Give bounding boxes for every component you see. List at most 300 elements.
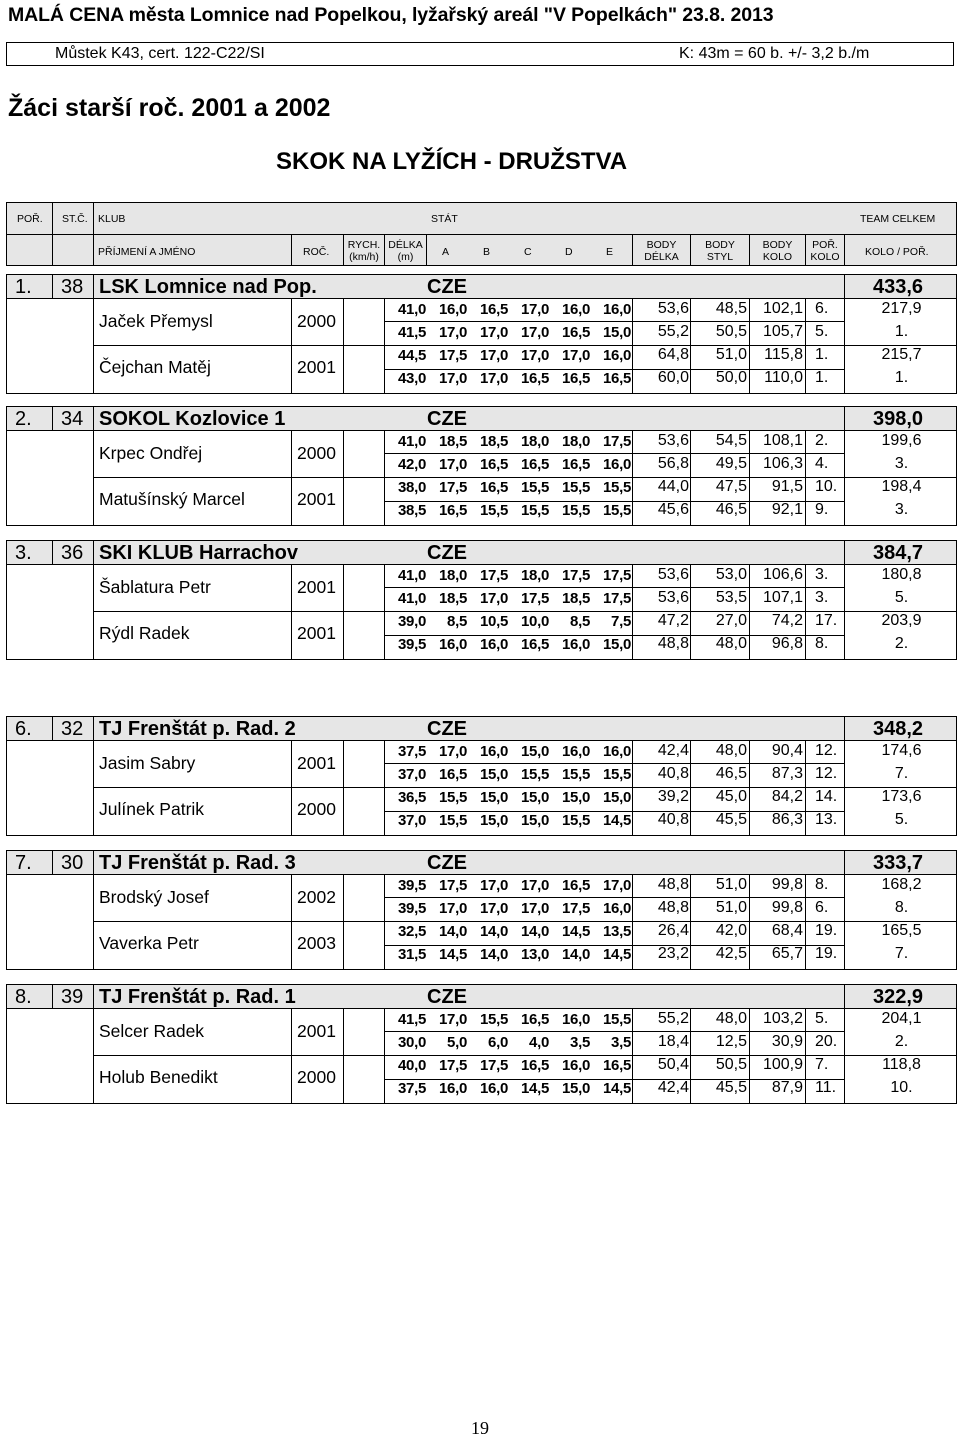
grid-line bbox=[343, 741, 344, 835]
points-round: 108,1 bbox=[762, 432, 803, 449]
judge-score-b: 14,0 bbox=[480, 923, 508, 940]
athlete-birth-year: 2000 bbox=[297, 311, 336, 331]
points-style: 46,5 bbox=[715, 501, 747, 518]
team-header-divider bbox=[844, 985, 845, 1008]
points-round: 105,7 bbox=[762, 323, 803, 340]
athlete-total-rank: 3. bbox=[894, 501, 909, 518]
jump-length: 37,5 bbox=[398, 1080, 426, 1097]
judge-score-b: 17,0 bbox=[480, 347, 508, 364]
grid-line bbox=[93, 741, 94, 835]
team-start-number: 36 bbox=[61, 542, 84, 564]
col-rank: POŘ. bbox=[17, 213, 43, 225]
judge-score-d: 16,0 bbox=[562, 1057, 590, 1074]
points-style: 50,5 bbox=[715, 1056, 747, 1073]
jump-divider bbox=[384, 763, 844, 764]
athlete-name: Vaverka Petr bbox=[99, 933, 199, 953]
round-rank: 8. bbox=[815, 635, 829, 652]
team-block bbox=[6, 540, 957, 664]
judge-score-a: 15,5 bbox=[439, 812, 467, 829]
judge-score-b: 16,5 bbox=[480, 301, 508, 318]
judge-score-d: 15,0 bbox=[562, 1080, 590, 1097]
athlete-birth-year: 2000 bbox=[297, 1067, 336, 1087]
judge-score-b: 14,0 bbox=[480, 946, 508, 963]
judge-score-b: 17,0 bbox=[480, 370, 508, 387]
team-header-divider bbox=[52, 985, 53, 1008]
team-total: 384,7 bbox=[873, 542, 924, 564]
judge-score-d: 15,5 bbox=[562, 502, 590, 519]
team-rank: 2. bbox=[15, 408, 32, 430]
judge-score-c: 17,0 bbox=[521, 347, 549, 364]
col-judge-a: A bbox=[442, 246, 450, 258]
judge-score-e: 15,5 bbox=[603, 1011, 631, 1028]
judge-score-c: 17,0 bbox=[521, 877, 549, 894]
points-round: 102,1 bbox=[762, 300, 803, 317]
judge-score-b: 17,5 bbox=[480, 567, 508, 584]
athlete-total-rank: 7. bbox=[894, 945, 909, 962]
judge-score-c: 15,0 bbox=[521, 812, 549, 829]
judge-score-b: 16,0 bbox=[480, 743, 508, 760]
team-club-name: SOKOL Kozlovice 1 bbox=[99, 408, 286, 430]
grid-line bbox=[343, 565, 344, 659]
grid-line bbox=[343, 431, 344, 525]
team-country: CZE bbox=[427, 276, 467, 298]
jump-length: 38,0 bbox=[398, 479, 426, 496]
team-header-divider bbox=[52, 541, 53, 564]
judge-score-e: 15,0 bbox=[603, 324, 631, 341]
header-divider bbox=[7, 234, 956, 235]
points-style: 48,0 bbox=[715, 635, 747, 652]
team-country: CZE bbox=[427, 986, 467, 1008]
judge-score-a: 17,0 bbox=[439, 456, 467, 473]
points-length: 45,6 bbox=[657, 501, 689, 518]
team-rank: 1. bbox=[15, 276, 32, 298]
athlete-birth-year: 2001 bbox=[297, 489, 336, 509]
team-header-row bbox=[6, 984, 957, 1009]
points-round: 87,9 bbox=[771, 1079, 803, 1096]
col-team-total: TEAM CELKEM bbox=[860, 213, 936, 225]
round-rank: 13. bbox=[815, 811, 838, 828]
judge-score-e: 14,5 bbox=[603, 812, 631, 829]
col-judge-b: B bbox=[483, 246, 491, 258]
athlete-total-points: 198,4 bbox=[881, 478, 922, 495]
points-style: 45,0 bbox=[715, 788, 747, 805]
judge-score-b: 15,5 bbox=[480, 1011, 508, 1028]
grid-line bbox=[291, 565, 292, 659]
points-round: 92,1 bbox=[771, 501, 803, 518]
points-round: 106,3 bbox=[762, 455, 803, 472]
round-rank: 4. bbox=[815, 455, 829, 472]
judge-score-d: 16,5 bbox=[562, 324, 590, 341]
round-rank: 8. bbox=[815, 876, 829, 893]
athlete-total-points: 217,9 bbox=[881, 300, 922, 317]
page-number: 19 bbox=[471, 1418, 489, 1438]
athlete-total-rank: 1. bbox=[894, 369, 909, 386]
round-rank: 5. bbox=[815, 323, 829, 340]
judge-score-c: 15,0 bbox=[521, 789, 549, 806]
team-block bbox=[6, 984, 957, 1108]
points-length: 40,8 bbox=[657, 811, 689, 828]
judge-score-e: 16,0 bbox=[603, 347, 631, 364]
points-length: 50,4 bbox=[657, 1056, 689, 1073]
col-points-style: BODY STYL bbox=[705, 239, 735, 263]
judge-score-c: 15,5 bbox=[521, 479, 549, 496]
jump-length: 41,5 bbox=[398, 324, 426, 341]
points-style: 51,0 bbox=[715, 876, 747, 893]
judge-score-c: 17,0 bbox=[521, 900, 549, 917]
judge-score-d: 14,0 bbox=[562, 946, 590, 963]
athlete-name: Selcer Radek bbox=[99, 1021, 205, 1041]
athlete-total-points: 203,9 bbox=[881, 612, 922, 629]
judge-score-d: 17,5 bbox=[562, 900, 590, 917]
judge-score-a: 14,0 bbox=[439, 923, 467, 940]
judge-score-c: 14,0 bbox=[521, 923, 549, 940]
judge-score-d: 16,0 bbox=[562, 636, 590, 653]
points-length: 56,8 bbox=[657, 455, 689, 472]
judge-score-b: 16,5 bbox=[480, 479, 508, 496]
points-style: 46,5 bbox=[715, 765, 747, 782]
judge-score-b: 15,0 bbox=[480, 766, 508, 783]
team-club-name: TJ Frenštát p. Rad. 1 bbox=[99, 986, 296, 1008]
judge-score-c: 18,0 bbox=[521, 433, 549, 450]
points-round: 30,9 bbox=[771, 1033, 803, 1050]
team-athletes bbox=[6, 431, 957, 526]
athlete-total-points: 180,8 bbox=[881, 566, 922, 583]
judge-score-c: 16,5 bbox=[521, 1057, 549, 1074]
grid-line bbox=[93, 1009, 94, 1103]
athlete-total-points: 204,1 bbox=[881, 1010, 922, 1027]
jump-divider bbox=[384, 897, 844, 898]
col-country: STÁT bbox=[431, 213, 458, 225]
points-style: 12,5 bbox=[715, 1033, 747, 1050]
athlete-total-rank: 3. bbox=[894, 455, 909, 472]
points-style: 50,5 bbox=[715, 323, 747, 340]
judge-score-d: 15,5 bbox=[562, 766, 590, 783]
team-header-divider bbox=[844, 717, 845, 740]
judge-score-a: 16,0 bbox=[439, 1080, 467, 1097]
jump-length: 36,5 bbox=[398, 789, 426, 806]
judge-score-b: 16,0 bbox=[480, 1080, 508, 1097]
grid-line bbox=[343, 875, 344, 969]
col-points-length: BODY DÉLKA bbox=[644, 239, 679, 263]
team-block bbox=[6, 716, 957, 840]
judge-score-b: 17,0 bbox=[480, 900, 508, 917]
judge-score-a: 17,0 bbox=[439, 900, 467, 917]
round-rank: 19. bbox=[815, 922, 838, 939]
round-rank: 17. bbox=[815, 612, 838, 629]
judge-score-a: 14,5 bbox=[439, 946, 467, 963]
team-block bbox=[6, 274, 957, 398]
team-total: 398,0 bbox=[873, 408, 924, 430]
points-round: 74,2 bbox=[771, 612, 803, 629]
judge-score-c: 13,0 bbox=[521, 946, 549, 963]
judge-score-e: 15,0 bbox=[603, 636, 631, 653]
athlete-total-rank: 5. bbox=[894, 811, 909, 828]
grid-line bbox=[805, 875, 806, 969]
round-rank: 5. bbox=[815, 1010, 829, 1027]
judge-score-b: 16,5 bbox=[480, 456, 508, 473]
athlete-total-points: 118,8 bbox=[882, 1056, 921, 1073]
points-round: 99,8 bbox=[771, 899, 803, 916]
points-style: 51,0 bbox=[715, 346, 747, 363]
points-length: 47,2 bbox=[657, 612, 689, 629]
judge-score-a: 16,0 bbox=[439, 301, 467, 318]
athlete-name: Čejchan Matěj bbox=[99, 357, 211, 377]
jump-length: 39,5 bbox=[398, 636, 426, 653]
points-style: 48,0 bbox=[715, 742, 747, 759]
team-header-divider bbox=[844, 851, 845, 874]
points-style: 54,5 bbox=[715, 432, 747, 449]
jump-length: 31,5 bbox=[398, 946, 426, 963]
points-style: 48,0 bbox=[715, 1010, 747, 1027]
points-style: 53,5 bbox=[715, 589, 747, 606]
team-club-name: TJ Frenštát p. Rad. 2 bbox=[99, 718, 296, 740]
judge-score-a: 18,5 bbox=[439, 433, 467, 450]
team-header-divider bbox=[93, 717, 94, 740]
points-length: 44,0 bbox=[657, 478, 689, 495]
jump-length: 41,0 bbox=[398, 590, 426, 607]
jump-length: 42,0 bbox=[398, 456, 426, 473]
grid-line bbox=[291, 1009, 292, 1103]
judge-score-e: 13,5 bbox=[603, 923, 631, 940]
round-rank: 1. bbox=[815, 346, 829, 363]
judge-score-a: 16,5 bbox=[439, 502, 467, 519]
round-rank: 6. bbox=[815, 300, 829, 317]
judge-score-c: 15,0 bbox=[521, 743, 549, 760]
round-rank: 7. bbox=[815, 1056, 829, 1073]
team-header-divider bbox=[93, 275, 94, 298]
jump-length: 41,0 bbox=[398, 433, 426, 450]
points-style: 49,5 bbox=[715, 455, 747, 472]
team-start-number: 38 bbox=[61, 276, 84, 298]
round-rank: 12. bbox=[815, 765, 838, 782]
team-rank: 3. bbox=[15, 542, 32, 564]
judge-score-d: 16,5 bbox=[562, 877, 590, 894]
grid-line bbox=[291, 875, 292, 969]
judge-score-c: 4,0 bbox=[529, 1034, 549, 1051]
points-style: 50,0 bbox=[715, 369, 747, 386]
judge-score-e: 3,5 bbox=[611, 1034, 631, 1051]
team-rank: 8. bbox=[15, 986, 32, 1008]
jump-length: 32,5 bbox=[398, 923, 426, 940]
team-rank: 7. bbox=[15, 852, 32, 874]
grid-line bbox=[291, 741, 292, 835]
jump-length: 43,0 bbox=[398, 370, 426, 387]
judge-score-e: 17,0 bbox=[603, 877, 631, 894]
judge-score-e: 14,5 bbox=[603, 946, 631, 963]
points-round: 86,3 bbox=[771, 811, 803, 828]
judge-score-b: 6,0 bbox=[488, 1034, 508, 1051]
jump-length: 39,5 bbox=[398, 877, 426, 894]
points-length: 48,8 bbox=[657, 876, 689, 893]
judge-score-d: 17,0 bbox=[562, 347, 590, 364]
judge-score-c: 16,5 bbox=[521, 1011, 549, 1028]
col-club: KLUB bbox=[98, 213, 126, 225]
team-header-divider bbox=[52, 851, 53, 874]
athlete-total-rank: 2. bbox=[894, 635, 909, 652]
judge-score-b: 17,0 bbox=[480, 877, 508, 894]
points-length: 18,4 bbox=[657, 1033, 689, 1050]
points-style: 27,0 bbox=[715, 612, 747, 629]
points-round: 65,7 bbox=[771, 945, 803, 962]
judge-score-e: 14,5 bbox=[603, 1080, 631, 1097]
jump-length: 41,0 bbox=[398, 301, 426, 318]
judge-score-e: 17,5 bbox=[603, 590, 631, 607]
points-round: 106,6 bbox=[762, 566, 803, 583]
points-length: 64,8 bbox=[657, 346, 689, 363]
team-country: CZE bbox=[427, 542, 467, 564]
points-length: 53,6 bbox=[657, 432, 689, 449]
judge-score-a: 5,0 bbox=[447, 1034, 467, 1051]
judge-score-d: 15,5 bbox=[562, 479, 590, 496]
round-rank: 14. bbox=[815, 788, 838, 805]
points-round: 110,0 bbox=[764, 369, 803, 386]
judge-score-d: 18,5 bbox=[562, 590, 590, 607]
round-rank: 11. bbox=[815, 1079, 837, 1096]
col-judge-e: E bbox=[606, 246, 614, 258]
judge-score-d: 3,5 bbox=[570, 1034, 590, 1051]
col-judge-c: C bbox=[524, 246, 532, 258]
points-round: 96,8 bbox=[771, 635, 803, 652]
points-length: 53,6 bbox=[657, 300, 689, 317]
col-points-round: BODY KOLO bbox=[762, 239, 793, 263]
points-round: 91,5 bbox=[771, 478, 803, 495]
team-block bbox=[6, 850, 957, 974]
judge-score-d: 16,5 bbox=[562, 370, 590, 387]
judge-score-a: 17,5 bbox=[439, 1057, 467, 1074]
judge-score-c: 15,5 bbox=[521, 502, 549, 519]
athlete-total-points: 215,7 bbox=[881, 346, 922, 363]
points-style: 47,5 bbox=[715, 478, 747, 495]
judge-score-e: 15,5 bbox=[603, 479, 631, 496]
col-speed: RYCH. (km/h) bbox=[347, 239, 381, 263]
judge-score-d: 18,0 bbox=[562, 433, 590, 450]
col-length: DÉLKA (m) bbox=[388, 239, 423, 263]
judge-score-a: 17,0 bbox=[439, 1011, 467, 1028]
points-round: 115,8 bbox=[764, 346, 803, 363]
team-club-name: SKI KLUB Harrachov bbox=[99, 542, 298, 564]
athlete-name: Holub Benedikt bbox=[99, 1067, 218, 1087]
judge-score-b: 17,0 bbox=[480, 324, 508, 341]
athlete-total-points: 173,6 bbox=[881, 788, 922, 805]
round-rank: 12. bbox=[815, 742, 838, 759]
athlete-name: Rýdl Radek bbox=[99, 623, 190, 643]
category-heading: Žáci starší roč. 2001 a 2002 bbox=[8, 94, 331, 122]
judge-score-a: 17,5 bbox=[439, 877, 467, 894]
jump-length: 37,5 bbox=[398, 743, 426, 760]
team-header-divider bbox=[52, 275, 53, 298]
grid-line bbox=[93, 299, 94, 393]
athlete-birth-year: 2000 bbox=[297, 799, 336, 819]
points-length: 60,0 bbox=[657, 369, 689, 386]
team-country: CZE bbox=[427, 852, 467, 874]
jump-length: 37,0 bbox=[398, 812, 426, 829]
judge-score-a: 8,5 bbox=[447, 613, 467, 630]
athlete-total-rank: 5. bbox=[894, 589, 909, 606]
team-athletes bbox=[6, 875, 957, 970]
judge-score-b: 15,0 bbox=[480, 789, 508, 806]
grid-line bbox=[291, 431, 292, 525]
team-header-row bbox=[6, 274, 957, 299]
judge-score-a: 17,0 bbox=[439, 324, 467, 341]
athlete-name: Krpec Ondřej bbox=[99, 443, 203, 463]
round-rank: 6. bbox=[815, 899, 829, 916]
points-length: 40,8 bbox=[657, 765, 689, 782]
athlete-name: Julínek Patrik bbox=[99, 799, 205, 819]
athlete-total-points: 168,2 bbox=[881, 876, 922, 893]
judge-score-d: 16,0 bbox=[562, 301, 590, 318]
points-round: 99,8 bbox=[771, 876, 803, 893]
team-club-name: LSK Lomnice nad Pop. bbox=[99, 276, 317, 298]
judge-score-e: 17,5 bbox=[603, 433, 631, 450]
judge-score-c: 16,5 bbox=[521, 456, 549, 473]
hill-label: Můstek K43, cert. 122-C22/SI bbox=[55, 45, 265, 62]
round-rank: 3. bbox=[815, 566, 829, 583]
judge-score-e: 16,5 bbox=[603, 370, 631, 387]
judge-score-e: 15,5 bbox=[603, 766, 631, 783]
team-total: 333,7 bbox=[873, 852, 924, 874]
team-header-row bbox=[6, 716, 957, 741]
team-club-name: TJ Frenštát p. Rad. 3 bbox=[99, 852, 296, 874]
grid-line bbox=[805, 299, 806, 393]
judge-score-c: 16,5 bbox=[521, 370, 549, 387]
jump-length: 44,5 bbox=[398, 347, 426, 364]
athlete-birth-year: 2002 bbox=[297, 887, 336, 907]
athlete-birth-year: 2000 bbox=[297, 443, 336, 463]
team-header-divider bbox=[93, 541, 94, 564]
judge-score-e: 16,0 bbox=[603, 900, 631, 917]
grid-line bbox=[805, 741, 806, 835]
grid-line bbox=[93, 875, 94, 969]
team-header-divider bbox=[93, 407, 94, 430]
document-title: MALÁ CENA města Lomnice nad Popelkou, lyžařský areál "V Popelkách" 23.8. 2013 bbox=[8, 4, 774, 26]
judge-score-c: 14,5 bbox=[521, 1080, 549, 1097]
results-table-header bbox=[6, 202, 957, 266]
round-rank: 2. bbox=[815, 432, 829, 449]
athlete-total-points: 174,6 bbox=[881, 742, 922, 759]
points-style: 51,0 bbox=[715, 899, 747, 916]
athlete-name: Jasim Sabry bbox=[99, 753, 196, 773]
judge-score-a: 15,5 bbox=[439, 789, 467, 806]
judge-score-d: 16,5 bbox=[562, 456, 590, 473]
round-rank: 19. bbox=[815, 945, 838, 962]
points-style: 42,0 bbox=[715, 922, 747, 939]
athlete-total-points: 199,6 bbox=[881, 432, 922, 449]
points-length: 39,2 bbox=[657, 788, 689, 805]
col-round-rank: KOLO / POŘ. bbox=[865, 246, 929, 258]
judge-score-d: 16,0 bbox=[562, 743, 590, 760]
jump-length: 41,5 bbox=[398, 1011, 426, 1028]
judge-score-a: 18,0 bbox=[439, 567, 467, 584]
grid-line bbox=[93, 431, 94, 525]
athlete-birth-year: 2001 bbox=[297, 577, 336, 597]
points-length: 42,4 bbox=[657, 742, 689, 759]
col-year: ROČ. bbox=[303, 246, 330, 258]
team-total: 322,9 bbox=[873, 986, 924, 1008]
judge-score-a: 17,0 bbox=[439, 743, 467, 760]
points-style: 45,5 bbox=[715, 811, 747, 828]
team-header-row bbox=[6, 850, 957, 875]
team-header-divider bbox=[844, 407, 845, 430]
grid-line bbox=[805, 565, 806, 659]
judge-score-b: 15,5 bbox=[480, 502, 508, 519]
team-total: 348,2 bbox=[873, 718, 924, 740]
athlete-total-rank: 7. bbox=[894, 765, 909, 782]
round-rank: 9. bbox=[815, 501, 829, 518]
judge-score-e: 16,0 bbox=[603, 743, 631, 760]
athlete-total-rank: 2. bbox=[894, 1033, 909, 1050]
points-length: 55,2 bbox=[657, 1010, 689, 1027]
jump-divider bbox=[384, 587, 844, 588]
